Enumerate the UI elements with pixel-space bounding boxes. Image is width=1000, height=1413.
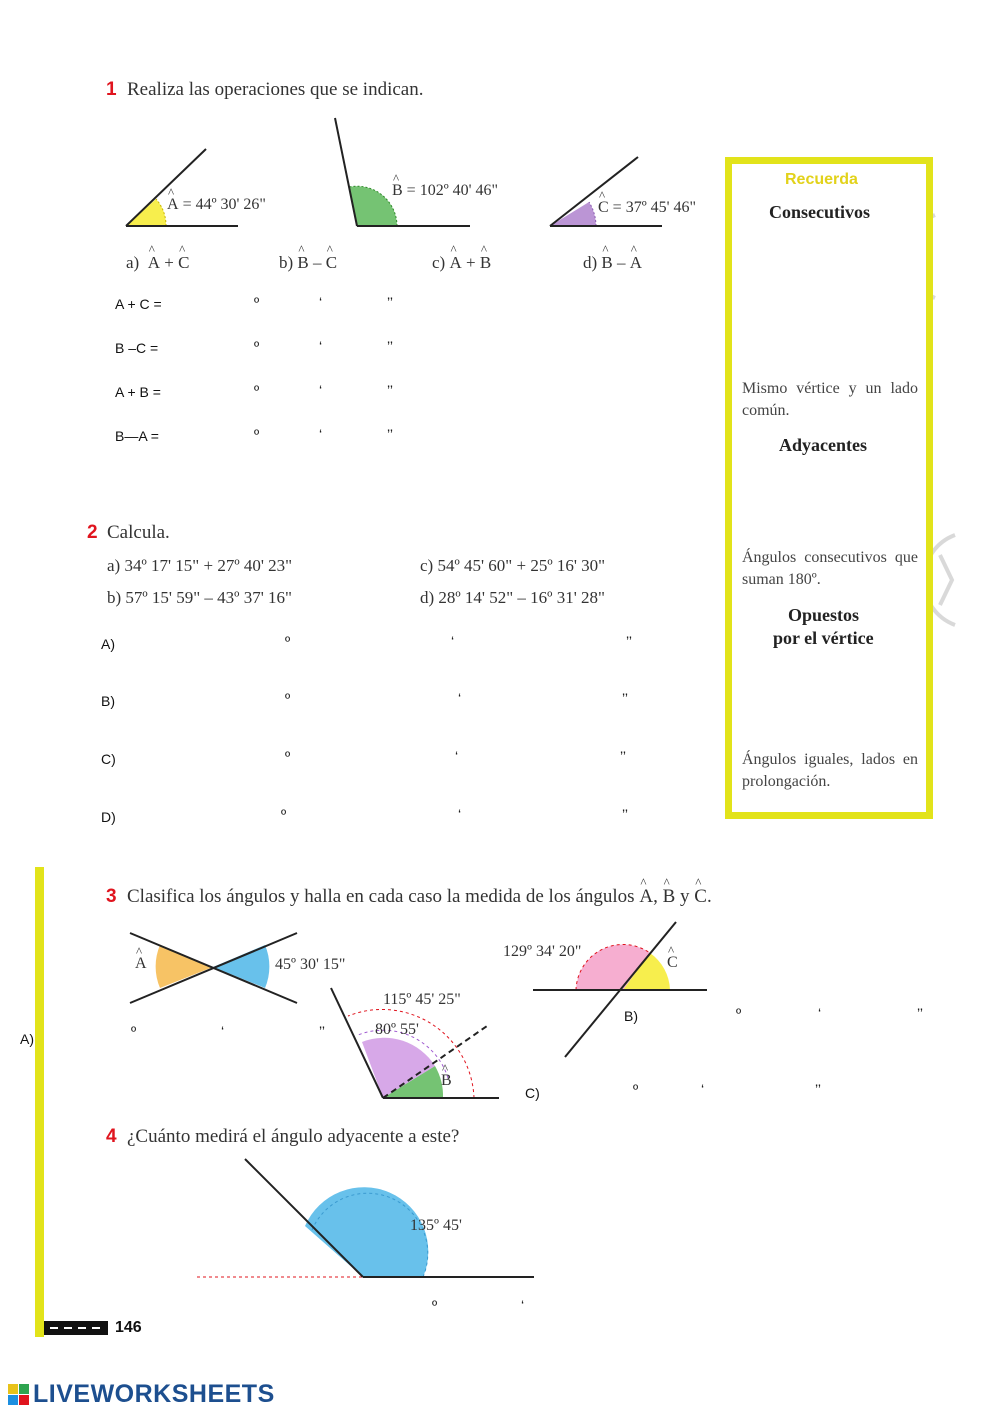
exercise-3-number: 3 [106, 886, 117, 907]
angle-a-figure [126, 149, 238, 226]
degrees-input[interactable] [130, 747, 280, 767]
degree-symbol: º [285, 748, 291, 764]
angle-b-label: ^ B = 102º 40' 46" [392, 182, 498, 200]
second-symbol: ’’ [815, 1081, 821, 1097]
seconds-input[interactable] [828, 1004, 914, 1024]
answer-row-label: B) [101, 693, 115, 709]
fig-a-angle: 45º 30' 15" [275, 956, 346, 973]
degrees-input[interactable] [130, 632, 280, 652]
degrees-input[interactable] [350, 1296, 428, 1316]
ex4-angle: 135º 45' [410, 1217, 462, 1234]
minutes-input[interactable] [142, 1022, 218, 1042]
seconds-input[interactable] [712, 1080, 812, 1100]
recuerda-title: Recuerda [785, 171, 858, 188]
minute-symbol: ‘ [455, 748, 459, 764]
adyacentes-title: Adyacentes [779, 435, 867, 455]
degrees-input[interactable] [130, 805, 275, 825]
minutes-input[interactable] [748, 1004, 814, 1024]
angle-a-label: ^ A = 44º 30' 26" [167, 196, 266, 214]
degrees-input[interactable] [170, 293, 250, 313]
degrees-input[interactable] [170, 381, 250, 401]
minute-symbol: ‘ [319, 426, 323, 442]
degree-symbol: º [281, 806, 287, 822]
page-stripe [44, 1321, 108, 1335]
degree-symbol: º [131, 1023, 137, 1039]
ex3-figure-a [130, 933, 297, 1003]
seconds-input[interactable] [468, 747, 613, 767]
operation-a: a) ^ A + ^ C [126, 253, 189, 273]
answer-row-label: C) [525, 1085, 540, 1101]
minutes-input[interactable] [300, 805, 452, 825]
minute-symbol: ‘ [319, 294, 323, 310]
seconds-input[interactable] [327, 337, 385, 357]
minute-symbol: ‘ [458, 690, 462, 706]
minute-symbol: ‘ [701, 1081, 705, 1097]
recuerda-box [725, 157, 933, 819]
minute-symbol: ‘ [458, 806, 462, 822]
brand-name[interactable]: LIVEWORKSHEETS [33, 1380, 275, 1408]
second-symbol: ’’ [622, 806, 628, 822]
answer-row-label: A) [20, 1031, 34, 1047]
degrees-input[interactable] [170, 425, 250, 445]
exercise-4-number: 4 [106, 1126, 117, 1147]
fig-c-angle: 129º 34' 20" [503, 943, 582, 960]
seconds-input[interactable] [327, 425, 385, 445]
minutes-input[interactable] [300, 747, 448, 767]
seconds-input[interactable] [470, 689, 615, 709]
second-symbol: ’’ [387, 382, 393, 398]
minute-symbol: ‘ [818, 1005, 822, 1021]
degrees-input[interactable] [650, 1004, 732, 1024]
degree-symbol: º [254, 294, 260, 310]
exercise-1-number: 1 [106, 79, 117, 100]
answer-row-label: B—A = [115, 428, 159, 444]
exercise-1-title: Realiza las operaciones que se indican. [127, 79, 424, 100]
operation-c: c) ^ A + ^ B [432, 253, 491, 273]
second-symbol: ’’ [387, 338, 393, 354]
calc-item: b) 57º 15' 59" – 43º 37' 16" [107, 588, 292, 607]
second-symbol: ’’ [319, 1023, 325, 1039]
second-symbol: ’’ [620, 748, 626, 764]
answer-row-label: C) [101, 751, 116, 767]
fig-c-label: ^ C [667, 954, 678, 972]
section-bar [35, 867, 44, 1337]
angle-c-label: ^ C = 37º 45' 46" [598, 199, 696, 217]
second-symbol: ’’ [387, 426, 393, 442]
seconds-input[interactable] [327, 381, 385, 401]
answer-row-label: A + B = [115, 384, 161, 400]
seconds-input[interactable] [327, 293, 385, 313]
calc-item: d) 28º 14' 52" – 16º 31' 28" [420, 588, 605, 607]
fig-b-angle1: 115º 45' 25" [383, 991, 461, 1008]
answer-row-label: D) [101, 809, 116, 825]
degrees-input[interactable] [55, 1022, 125, 1042]
degrees-input[interactable] [130, 689, 280, 709]
fig-a-label: ^ A [135, 955, 147, 973]
degree-symbol: º [254, 426, 260, 442]
minutes-input[interactable] [445, 1296, 517, 1316]
seconds-input[interactable] [470, 805, 615, 825]
calc-item: a) 34º 17' 15" + 27º 40' 23" [107, 556, 293, 575]
minutes-input[interactable] [263, 337, 315, 357]
consecutivos-text: Mismo vértice y un lado común. [742, 380, 918, 419]
opuestos-title: Opuestos [788, 605, 860, 625]
minutes-input[interactable] [263, 425, 315, 445]
answer-row-label: B –C = [115, 340, 159, 356]
operation-b: b) ^ B – ^ C [279, 253, 337, 273]
second-symbol: ’’ [387, 294, 393, 310]
degree-symbol: º [736, 1005, 742, 1021]
answer-row-label: B) [624, 1008, 638, 1024]
exercise-2-title: Calcula. [107, 522, 170, 543]
minute-symbol: ‘ [221, 1023, 225, 1039]
answer-row-label: A + C = [115, 296, 162, 312]
exercise-2-number: 2 [87, 522, 98, 543]
opuestos-title-2: por el vértice [773, 628, 874, 648]
exercise-3-title: Clasifica los ángulos y halla en cada caso la medida de los ángulos ^ A, ^ B y ^ C. [127, 886, 712, 908]
degree-symbol: º [254, 338, 260, 354]
consecutivos-title: Consecutivos [769, 202, 871, 222]
angle-b-figure [335, 118, 470, 226]
adyacentes-text: Ángulos consecutivos que suman 180º. [742, 549, 918, 588]
minute-symbol: ‘ [319, 382, 323, 398]
degree-symbol: º [254, 382, 260, 398]
degree-symbol: º [633, 1081, 639, 1097]
opuestos-text: Ángulos iguales, lados en prolongación. [742, 751, 918, 790]
minute-symbol: ‘ [521, 1297, 525, 1313]
second-symbol: ’’ [917, 1005, 923, 1021]
seconds-input[interactable] [465, 632, 620, 652]
liveworksheets-logo-icon [8, 1384, 30, 1406]
seconds-input[interactable] [230, 1022, 315, 1042]
minute-symbol: ‘ [319, 338, 323, 354]
minutes-input[interactable] [300, 632, 445, 652]
degrees-input[interactable] [550, 1080, 628, 1100]
ex4-figure [197, 1159, 534, 1277]
degree-symbol: º [285, 633, 291, 649]
fig-b-label: ^ B [441, 1072, 452, 1090]
exercise-4-title: ¿Cuánto medirá el ángulo adyacente a este? [127, 1126, 460, 1147]
degrees-input[interactable] [170, 337, 250, 357]
minute-symbol: ‘ [451, 633, 455, 649]
page-number: 146 [115, 1319, 142, 1336]
second-symbol: ’’ [626, 633, 632, 649]
operation-d: d) ^ B – ^ A [583, 253, 642, 273]
degree-symbol: º [285, 690, 291, 706]
fig-b-angle2: 80º 55' [375, 1021, 419, 1038]
minutes-input[interactable] [645, 1080, 699, 1100]
degree-symbol: º [432, 1297, 438, 1313]
calc-item: c) 54º 45' 60" + 25º 16' 30" [420, 556, 606, 575]
minutes-input[interactable] [263, 381, 315, 401]
second-symbol: ’’ [622, 690, 628, 706]
answer-row-label: A) [101, 636, 115, 652]
minutes-input[interactable] [300, 689, 452, 709]
minutes-input[interactable] [263, 293, 315, 313]
